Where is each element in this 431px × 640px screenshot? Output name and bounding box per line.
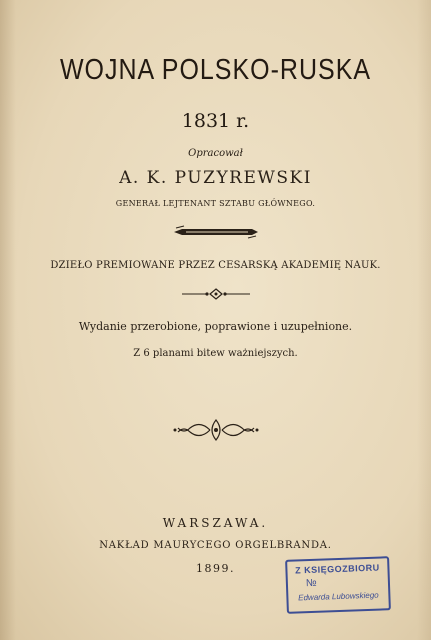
award-line: DZIEŁO PREMIOWANE PRZEZ CESARSKĄ AKADEMIĘ NAUK. [50,260,381,271]
prepared-by-label: Opracował [188,148,243,159]
publisher-line: NAKŁAD MAURYCEGO ORGELBRANDA. [99,540,332,551]
book-title: WOJNA POLSKO-RUSKA [59,53,372,87]
edition-line: Wydanie przerobione, poprawione i uzupełnione. [78,320,353,333]
plans-line: Z 6 planami bitew ważniejszych. [133,348,298,359]
publication-year: 1899. [196,562,235,575]
library-stamp [285,556,391,614]
stamp-owner: Edwarda Lubowskiego [298,590,379,603]
publication-city: WARSZAWA. [162,516,269,530]
stamp-top-text: Z KSIĘGOZBIORU [295,562,380,576]
flourish-ornament-icon [172,416,260,444]
rule-ornament-icon [172,225,260,239]
book-year: 1831 r. [181,110,250,132]
author-name: A. K. PUZYREWSKI [119,168,312,188]
author-rank: GENERAŁ LEJTENANT SZTABU GŁÓWNEGO. [115,199,316,208]
stamp-number: № [305,577,317,590]
small-ornament-icon [180,288,252,300]
